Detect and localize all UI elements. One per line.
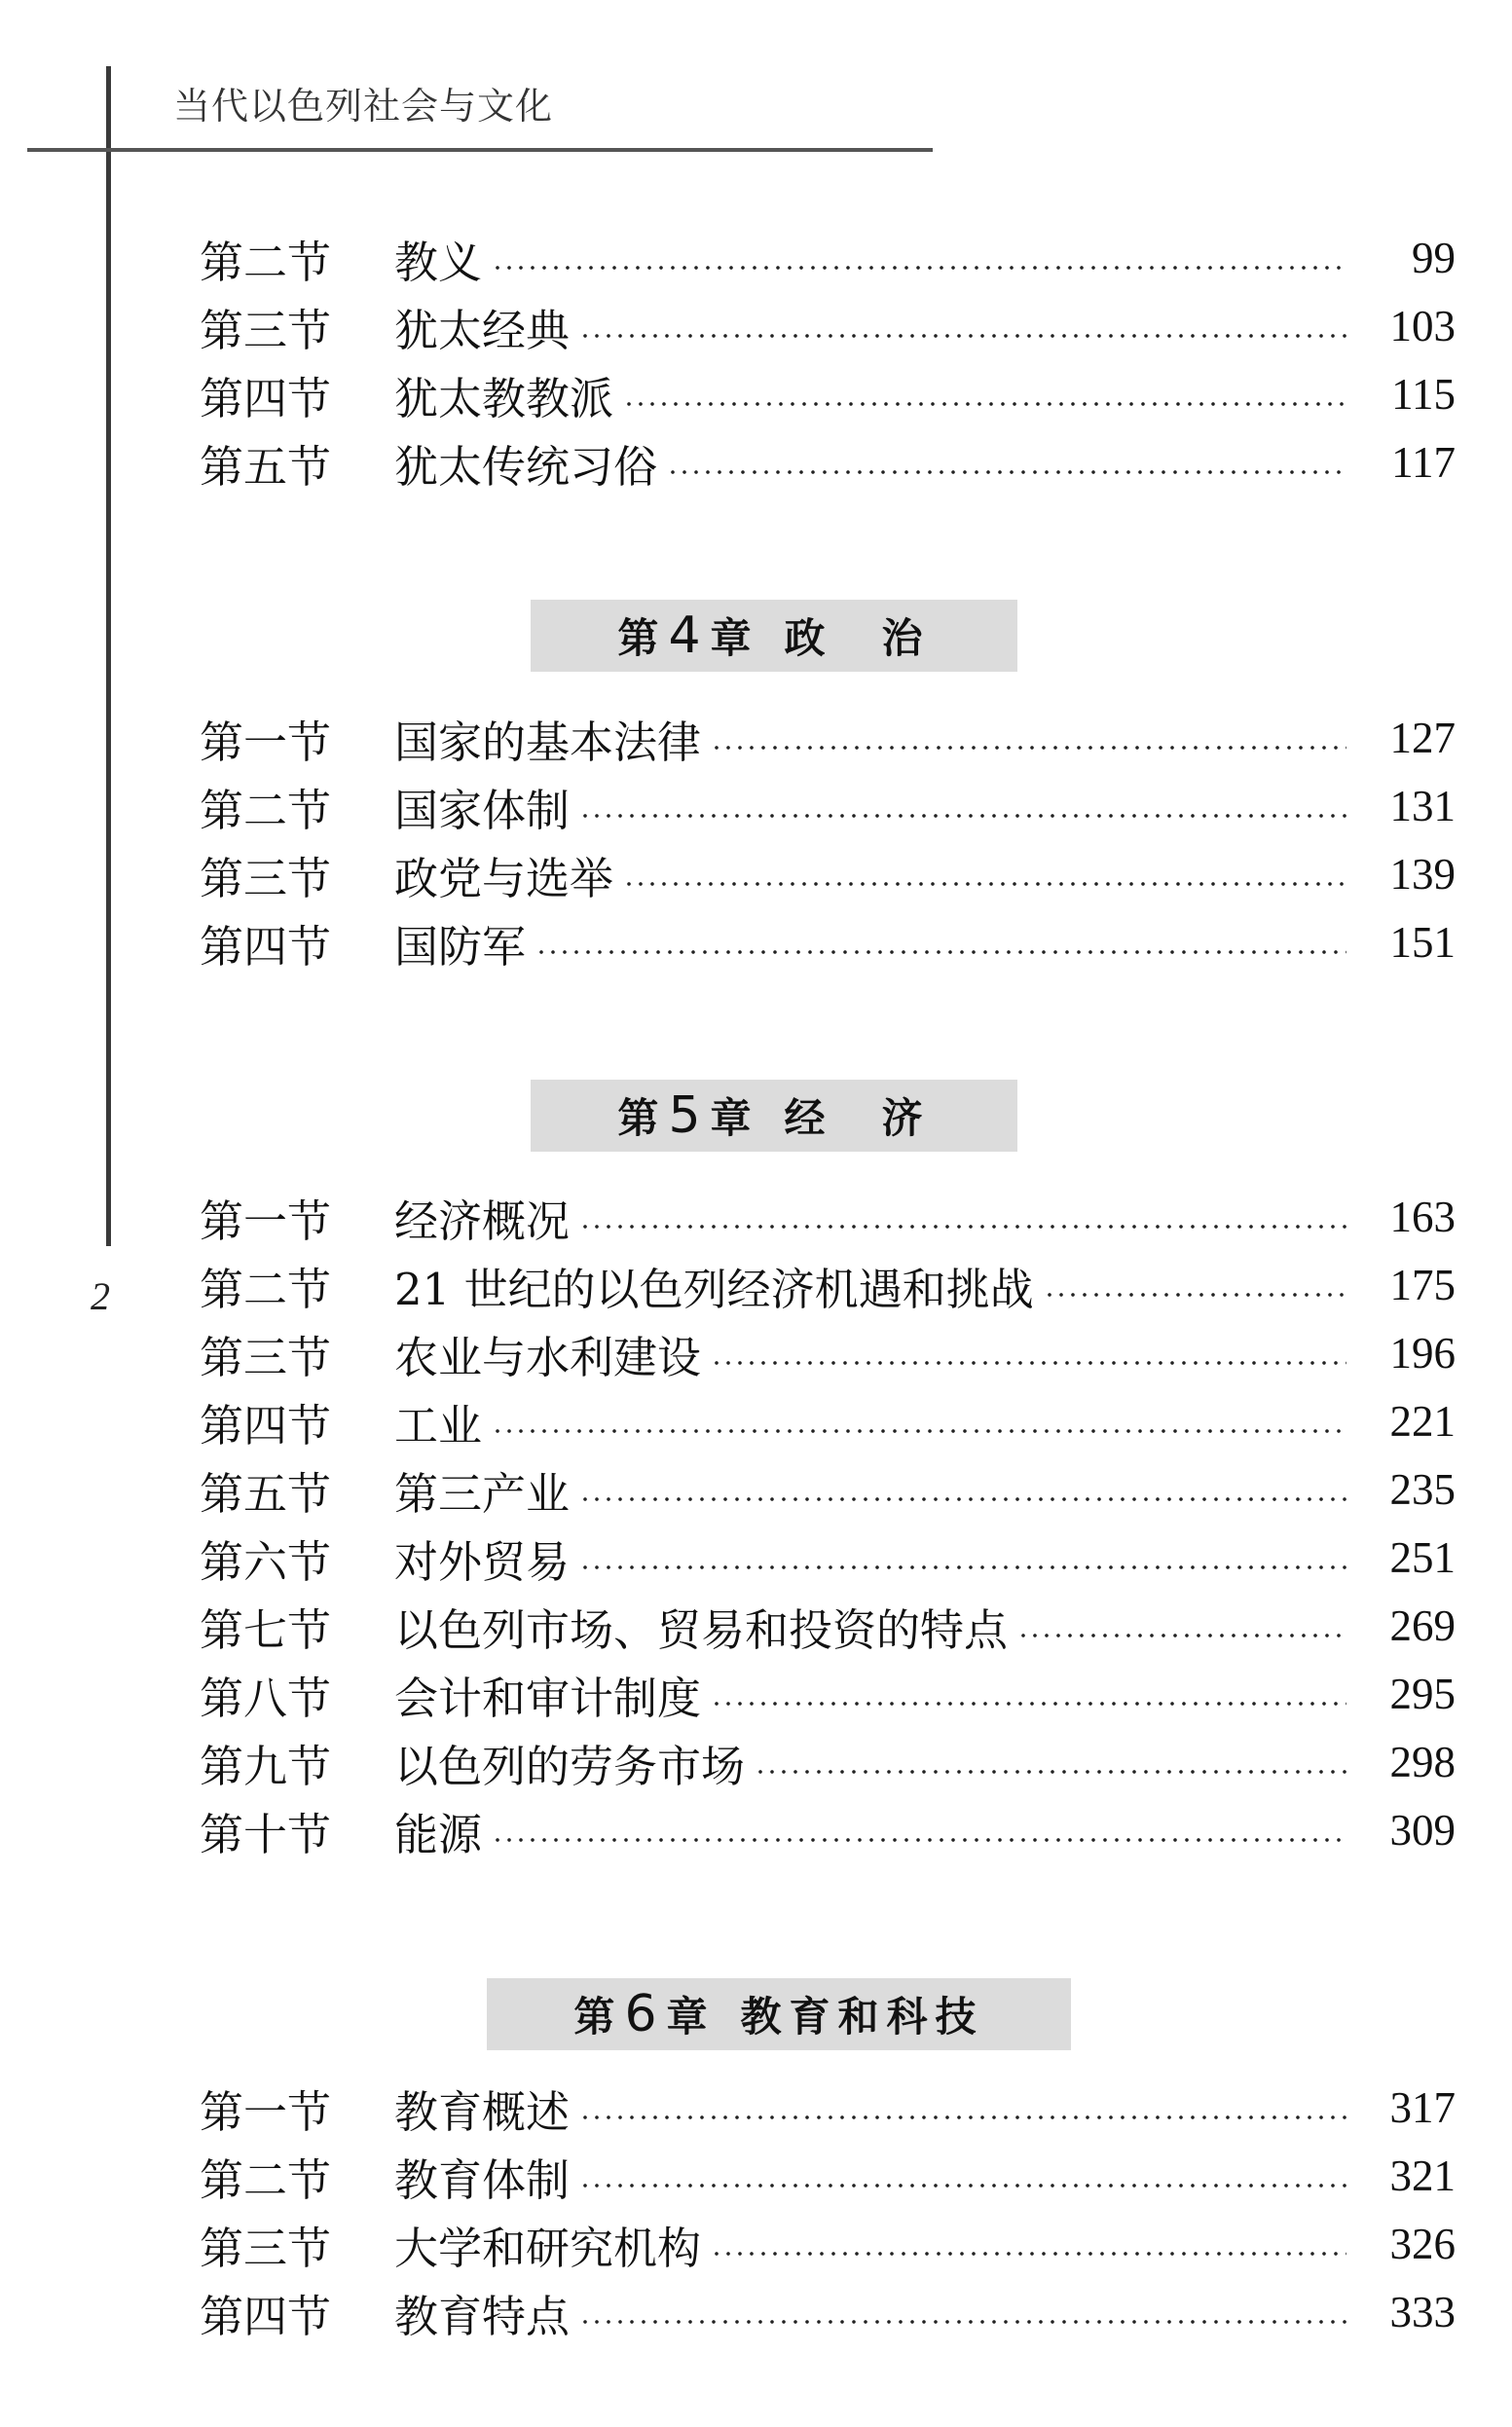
running-header-title: 当代以色列社会与文化: [173, 85, 554, 128]
toc-entry[interactable]: [200, 1460, 1456, 1519]
margin-rule-vertical: [106, 66, 111, 1246]
toc-leader: [492, 1428, 1346, 1434]
toc-entry[interactable]: [200, 913, 1456, 972]
toc-title: 大学和研究机构: [394, 2222, 702, 2274]
toc-entry[interactable]: [200, 2147, 1456, 2205]
toc-section: 第一节: [200, 716, 332, 768]
toc-title: 对外贸易: [394, 1535, 571, 1588]
chapter-name: 经 济: [784, 1094, 931, 1142]
toc-entry[interactable]: [200, 1324, 1456, 1382]
toc-section: 第二节: [200, 1263, 332, 1315]
toc-entry[interactable]: [200, 365, 1456, 423]
toc-page: 333: [1389, 2288, 1456, 2336]
toc-leader: [1017, 1633, 1346, 1638]
toc-entry[interactable]: [200, 297, 1456, 355]
toc-entry[interactable]: [200, 2215, 1456, 2273]
toc-section: 第十节: [200, 1808, 332, 1860]
toc-section: 第六节: [200, 1535, 332, 1588]
toc-entry[interactable]: [200, 1528, 1456, 1587]
toc-title: 会计和审计制度: [394, 1672, 702, 1724]
toc-page: 196: [1389, 1329, 1456, 1378]
toc-leader: [579, 333, 1346, 339]
toc-leader: [579, 1564, 1346, 1570]
toc-leader: [492, 1837, 1346, 1843]
toc-entry[interactable]: [200, 1392, 1456, 1451]
toc-entry[interactable]: [200, 229, 1456, 287]
toc-page: 151: [1389, 918, 1456, 967]
toc-page: 321: [1389, 2151, 1456, 2200]
toc-leader: [579, 813, 1346, 819]
toc-section: 第八节: [200, 1672, 332, 1724]
toc-section: 第七节: [200, 1603, 332, 1656]
toc-title: 国防军: [394, 920, 527, 973]
toc-page: 235: [1389, 1465, 1456, 1514]
chapter-prefix: 第: [617, 1094, 659, 1142]
toc-leader: [579, 1224, 1346, 1230]
toc-page: 163: [1389, 1193, 1456, 1241]
toc-page: 117: [1391, 438, 1456, 487]
toc-leader: [579, 2183, 1346, 2188]
toc-leader: [711, 2251, 1346, 2257]
toc-page: 317: [1389, 2083, 1456, 2132]
toc-leader: [711, 745, 1346, 751]
toc-entry[interactable]: [200, 1188, 1456, 1246]
toc-page: 326: [1389, 2220, 1456, 2268]
toc-leader: [711, 1701, 1346, 1707]
chapter-5-heading[interactable]: [531, 1080, 1017, 1152]
toc-page: 298: [1389, 1738, 1456, 1786]
toc-page: 309: [1389, 1806, 1456, 1855]
chapter-number: 6: [624, 1985, 657, 2043]
toc-leader: [623, 881, 1346, 887]
toc-section: 第五节: [200, 440, 332, 493]
toc-title: 工业: [394, 1399, 483, 1452]
toc-title: 经济概况: [394, 1195, 571, 1247]
toc-entry[interactable]: [200, 1665, 1456, 1723]
toc-leader: [579, 2114, 1346, 2120]
toc-title: 国家的基本法律: [394, 716, 702, 768]
chapter-number: 4: [668, 607, 701, 665]
toc-title: 第三产业: [394, 1467, 571, 1520]
header-rule: [27, 148, 933, 152]
toc-title: 能源: [394, 1808, 483, 1860]
toc-page: 221: [1389, 1397, 1456, 1446]
toc-title: 21 世纪的以色列经济机遇和挑战: [394, 1263, 1034, 1315]
toc-leader: [667, 469, 1346, 475]
toc-section: 第二节: [200, 236, 332, 288]
toc-page: 103: [1389, 302, 1456, 350]
toc-entry[interactable]: [200, 777, 1456, 835]
toc-title: 教育体制: [394, 2153, 571, 2206]
toc-section: 第九节: [200, 1740, 332, 1792]
toc-entry[interactable]: [200, 709, 1456, 767]
toc-page: 251: [1389, 1533, 1456, 1582]
toc-page: 131: [1389, 782, 1456, 830]
toc-title: 犹太传统习俗: [394, 440, 658, 493]
toc-section: 第三节: [200, 304, 332, 356]
toc-section: 第三节: [200, 1331, 332, 1383]
toc-title: 犹太经典: [394, 304, 571, 356]
toc-entry[interactable]: [200, 1733, 1456, 1791]
toc-section: 第一节: [200, 2085, 332, 2138]
toc-page: 295: [1389, 1670, 1456, 1718]
toc-title: 政党与选举: [394, 852, 614, 904]
toc-entry[interactable]: [200, 1256, 1456, 1314]
toc-leader: [579, 2319, 1346, 2325]
toc-page: 139: [1389, 850, 1456, 899]
toc-entry[interactable]: [200, 1801, 1456, 1859]
toc-section: 第三节: [200, 852, 332, 904]
toc-title: 国家体制: [394, 784, 571, 836]
chapter-name: 教育和科技: [740, 1993, 984, 2041]
chapter-prefix: 第: [573, 1993, 615, 2041]
toc-leader: [579, 1496, 1346, 1502]
chapter-number: 5: [668, 1086, 701, 1145]
toc-section: 第四节: [200, 1399, 332, 1452]
toc-entry[interactable]: [200, 2283, 1456, 2341]
chapter-6-heading[interactable]: [487, 1978, 1071, 2050]
toc-title: 教义: [394, 236, 483, 288]
chapter-suffix: 章: [666, 1993, 708, 2041]
toc-title: 以色列市场、贸易和投资的特点: [394, 1603, 1009, 1656]
toc-section: 第二节: [200, 784, 332, 836]
toc-page: 99: [1412, 234, 1456, 282]
toc-entry[interactable]: [200, 433, 1456, 492]
chapter-4-heading[interactable]: [531, 600, 1017, 672]
page-number: 2: [91, 1274, 110, 1318]
toc-page: 127: [1389, 714, 1456, 762]
toc-leader: [492, 265, 1346, 271]
toc-entry[interactable]: [200, 1597, 1456, 1655]
toc-leader: [535, 949, 1346, 955]
toc-section: 第四节: [200, 2290, 332, 2342]
toc-section: 第二节: [200, 2153, 332, 2206]
chapter-name: 政 治: [784, 614, 931, 662]
toc-section: 第五节: [200, 1467, 332, 1520]
toc-leader: [623, 401, 1346, 407]
toc-title: 农业与水利建设: [394, 1331, 702, 1383]
toc-page: 269: [1389, 1601, 1456, 1650]
toc-section: 第四节: [200, 372, 332, 424]
chapter-suffix: 章: [710, 614, 752, 662]
toc-entry[interactable]: [200, 845, 1456, 903]
chapter-prefix: 第: [617, 614, 659, 662]
toc-title: 犹太教教派: [394, 372, 614, 424]
toc-leader: [711, 1360, 1346, 1366]
toc-title: 以色列的劳务市场: [394, 1740, 746, 1792]
toc-title: 教育概述: [394, 2085, 571, 2138]
toc-page: 115: [1391, 370, 1456, 419]
toc-section: 第一节: [200, 1195, 332, 1247]
toc-title: 教育特点: [394, 2290, 571, 2342]
toc-page: 175: [1389, 1261, 1456, 1309]
toc-section: 第三节: [200, 2222, 332, 2274]
chapter-suffix: 章: [710, 1094, 752, 1142]
toc-section: 第四节: [200, 920, 332, 973]
toc-leader: [755, 1769, 1346, 1775]
toc-leader: [1044, 1292, 1346, 1298]
toc-entry[interactable]: [200, 2078, 1456, 2137]
